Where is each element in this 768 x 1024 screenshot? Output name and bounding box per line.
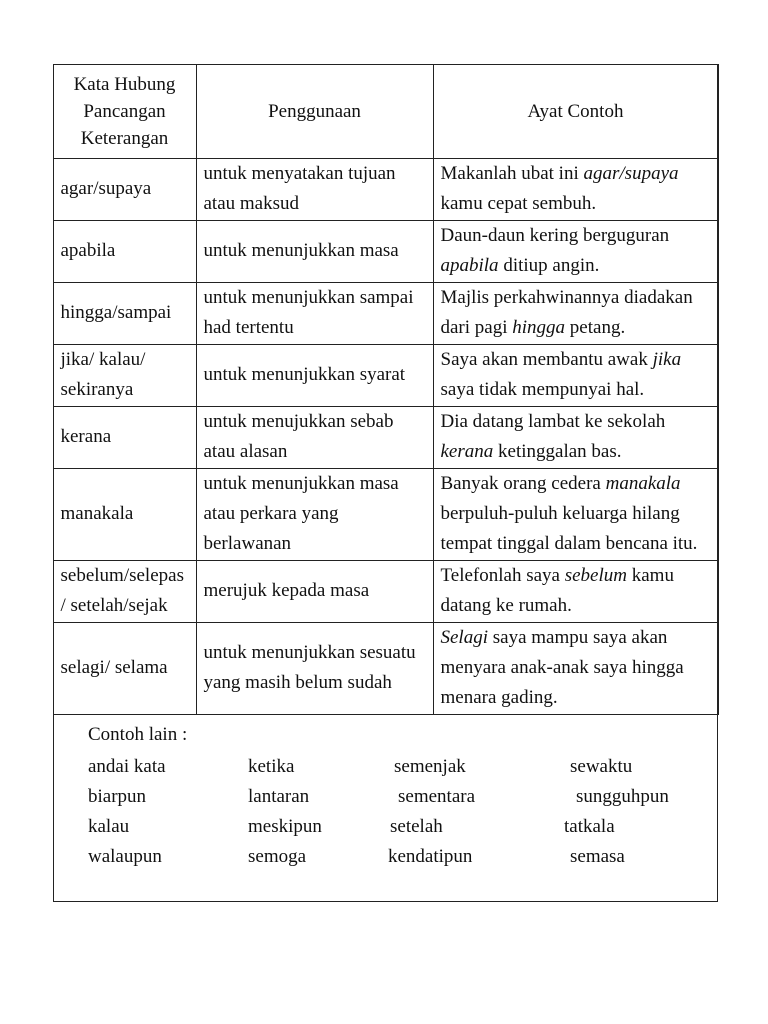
cell-kata-hubung bbox=[53, 220, 196, 282]
ayat-contoh-line bbox=[441, 437, 711, 467]
contoh-lain-word: biarpun bbox=[88, 786, 147, 807]
ayat-keyword: kerana bbox=[440, 441, 494, 462]
ayat-text: kamu cepat sembuh. bbox=[440, 193, 597, 214]
cell-penggunaan bbox=[196, 622, 433, 714]
contoh-lain-word: kendatipun bbox=[388, 846, 473, 867]
contoh-lain-word: semasa bbox=[570, 846, 625, 867]
cell-ayat-contoh bbox=[433, 220, 718, 282]
ayat-keyword: hingga bbox=[512, 317, 566, 338]
contoh-lain-word: semoga bbox=[248, 846, 307, 867]
ayat-contoh-line bbox=[441, 159, 711, 189]
penggunaan-line: atau perkara yang bbox=[203, 503, 339, 524]
ayat-contoh-line bbox=[441, 591, 711, 621]
contoh-lain-word: tatkala bbox=[564, 816, 615, 837]
ayat-keyword: jika bbox=[652, 349, 682, 370]
ayat-text: Dia datang lambat ke sekolah bbox=[440, 411, 666, 432]
ayat-text: Daun-daun kering berguguran bbox=[440, 225, 670, 246]
ayat-contoh-line bbox=[441, 529, 711, 559]
table-row bbox=[53, 282, 718, 344]
kata-hubung-line: agar/supaya bbox=[60, 178, 152, 199]
penggunaan-line: untuk menunjukkan masa bbox=[203, 240, 399, 261]
kata-hubung-line: kerana bbox=[60, 426, 112, 447]
ayat-text: Saya akan membantu awak bbox=[440, 349, 653, 370]
cell-penggunaan bbox=[196, 344, 433, 406]
ayat-text: petang. bbox=[565, 317, 626, 338]
ayat-contoh-line bbox=[441, 283, 711, 313]
cell-ayat-contoh bbox=[433, 158, 718, 220]
penggunaan-line: yang masih belum sudah bbox=[203, 672, 392, 693]
contoh-lain-word: sungguhpun bbox=[576, 786, 669, 807]
penggunaan-line: atau maksud bbox=[203, 193, 300, 214]
contoh-lain-word: lantaran bbox=[248, 786, 310, 807]
table-row bbox=[53, 468, 718, 560]
ayat-keyword: Selagi bbox=[440, 627, 488, 648]
penggunaan-line: merujuk kepada masa bbox=[203, 580, 370, 601]
table-body bbox=[53, 158, 718, 714]
header-ayat-contoh: Ayat Contoh bbox=[433, 64, 718, 158]
ayat-contoh-line bbox=[441, 683, 711, 713]
conjunction-sheet bbox=[53, 64, 718, 902]
header-kata-hubung bbox=[53, 64, 196, 158]
penggunaan-line: had tertentu bbox=[203, 317, 294, 338]
cell-kata-hubung bbox=[53, 158, 196, 220]
ayat-contoh-line bbox=[441, 499, 711, 529]
penggunaan-line: untuk menunjukkan masa bbox=[203, 473, 399, 494]
ayat-text: kamu bbox=[627, 565, 674, 586]
contoh-lain-word: andai kata bbox=[88, 756, 166, 777]
ayat-text: datang ke rumah. bbox=[440, 595, 572, 616]
contoh-lain-word: kalau bbox=[88, 816, 130, 837]
ayat-contoh-line bbox=[441, 623, 711, 653]
ayat-text: menara gading. bbox=[440, 687, 558, 708]
ayat-text: saya mampu saya akan bbox=[488, 627, 668, 648]
kata-hubung-line: jika/ kalau/ bbox=[60, 349, 146, 370]
cell-penggunaan bbox=[196, 282, 433, 344]
table-row bbox=[53, 220, 718, 282]
penggunaan-line: untuk menunjukkan sesuatu bbox=[203, 642, 416, 663]
ayat-text: Makanlah ubat ini bbox=[440, 163, 584, 184]
ayat-contoh-line bbox=[441, 221, 711, 251]
cell-kata-hubung bbox=[53, 282, 196, 344]
cell-ayat-contoh bbox=[433, 468, 718, 560]
ayat-text: berpuluh-puluh keluarga hilang bbox=[440, 503, 680, 524]
cell-kata-hubung bbox=[53, 468, 196, 560]
ayat-contoh-line bbox=[441, 345, 711, 375]
ayat-text: Telefonlah saya bbox=[440, 565, 565, 586]
conjunction-table bbox=[53, 64, 719, 715]
ayat-text: dari pagi bbox=[440, 317, 513, 338]
ayat-text: ditiup angin. bbox=[498, 255, 600, 276]
table-row bbox=[53, 344, 718, 406]
contoh-lain-word: ketika bbox=[248, 756, 295, 777]
kata-hubung-line: sebelum/selepas bbox=[60, 565, 184, 586]
ayat-text: tempat tinggal dalam bencana itu. bbox=[440, 533, 698, 554]
header-kata-hubung-line: Pancangan bbox=[83, 100, 166, 122]
contoh-lain-section bbox=[54, 718, 716, 900]
contoh-lain-title: Contoh lain : bbox=[88, 724, 188, 745]
table-row bbox=[53, 406, 718, 468]
contoh-lain-word: sewaktu bbox=[570, 756, 633, 777]
header-kata-hubung-line: Keterangan bbox=[80, 127, 169, 149]
penggunaan-line: untuk menyatakan tujuan bbox=[203, 163, 396, 184]
ayat-contoh-line bbox=[441, 189, 711, 219]
cell-ayat-contoh bbox=[433, 406, 718, 468]
kata-hubung-line: manakala bbox=[60, 503, 134, 524]
ayat-contoh-line bbox=[441, 313, 711, 343]
ayat-contoh-line bbox=[441, 407, 711, 437]
ayat-keyword: manakala bbox=[605, 473, 681, 494]
contoh-lain-word: meskipun bbox=[248, 816, 322, 837]
ayat-contoh-line bbox=[441, 375, 711, 405]
ayat-contoh-line bbox=[441, 653, 711, 683]
cell-penggunaan bbox=[196, 406, 433, 468]
cell-ayat-contoh bbox=[433, 282, 718, 344]
kata-hubung-line: selagi/ selama bbox=[60, 657, 168, 678]
ayat-contoh-line bbox=[441, 469, 711, 499]
penggunaan-line: untuk menujukkan sebab bbox=[203, 411, 394, 432]
table-header-row bbox=[53, 64, 718, 158]
ayat-text: menyara anak-anak saya hingga bbox=[440, 657, 684, 678]
penggunaan-line: untuk menunjukkan sampai bbox=[203, 287, 414, 308]
kata-hubung-line: sekiranya bbox=[60, 379, 134, 400]
cell-penggunaan bbox=[196, 220, 433, 282]
cell-penggunaan bbox=[196, 468, 433, 560]
cell-kata-hubung bbox=[53, 560, 196, 622]
table-row bbox=[53, 560, 718, 622]
cell-kata-hubung bbox=[53, 406, 196, 468]
cell-kata-hubung bbox=[53, 344, 196, 406]
header-kata-hubung-line: Kata Hubung bbox=[73, 73, 176, 95]
ayat-contoh-line bbox=[441, 561, 711, 591]
ayat-text: Majlis perkahwinannya diadakan bbox=[440, 287, 693, 308]
table-row bbox=[53, 622, 718, 714]
ayat-keyword: agar/supaya bbox=[583, 163, 679, 184]
kata-hubung-line: / setelah/sejak bbox=[60, 595, 168, 616]
table-row bbox=[53, 158, 718, 220]
kata-hubung-line: hingga/sampai bbox=[60, 302, 172, 323]
contoh-lain-word: sementara bbox=[398, 786, 476, 807]
contoh-lain-word: setelah bbox=[390, 816, 443, 837]
cell-penggunaan bbox=[196, 158, 433, 220]
ayat-keyword: apabila bbox=[440, 255, 499, 276]
ayat-keyword: sebelum bbox=[564, 565, 627, 586]
penggunaan-line: atau alasan bbox=[203, 441, 288, 462]
ayat-text: ketinggalan bas. bbox=[493, 441, 622, 462]
cell-ayat-contoh bbox=[433, 560, 718, 622]
penggunaan-line: untuk menunjukkan syarat bbox=[203, 364, 406, 385]
ayat-text: saya tidak mempunyai hal. bbox=[440, 379, 645, 400]
penggunaan-line: berlawanan bbox=[203, 533, 292, 554]
cell-penggunaan bbox=[196, 560, 433, 622]
cell-kata-hubung bbox=[53, 622, 196, 714]
cell-ayat-contoh bbox=[433, 344, 718, 406]
ayat-contoh-line bbox=[441, 251, 711, 281]
contoh-lain-word: walaupun bbox=[88, 846, 162, 867]
header-penggunaan: Penggunaan bbox=[196, 64, 433, 158]
kata-hubung-line: apabila bbox=[60, 240, 116, 261]
contoh-lain-word: semenjak bbox=[394, 756, 466, 777]
ayat-text: Banyak orang cedera bbox=[440, 473, 606, 494]
cell-ayat-contoh bbox=[433, 622, 718, 714]
